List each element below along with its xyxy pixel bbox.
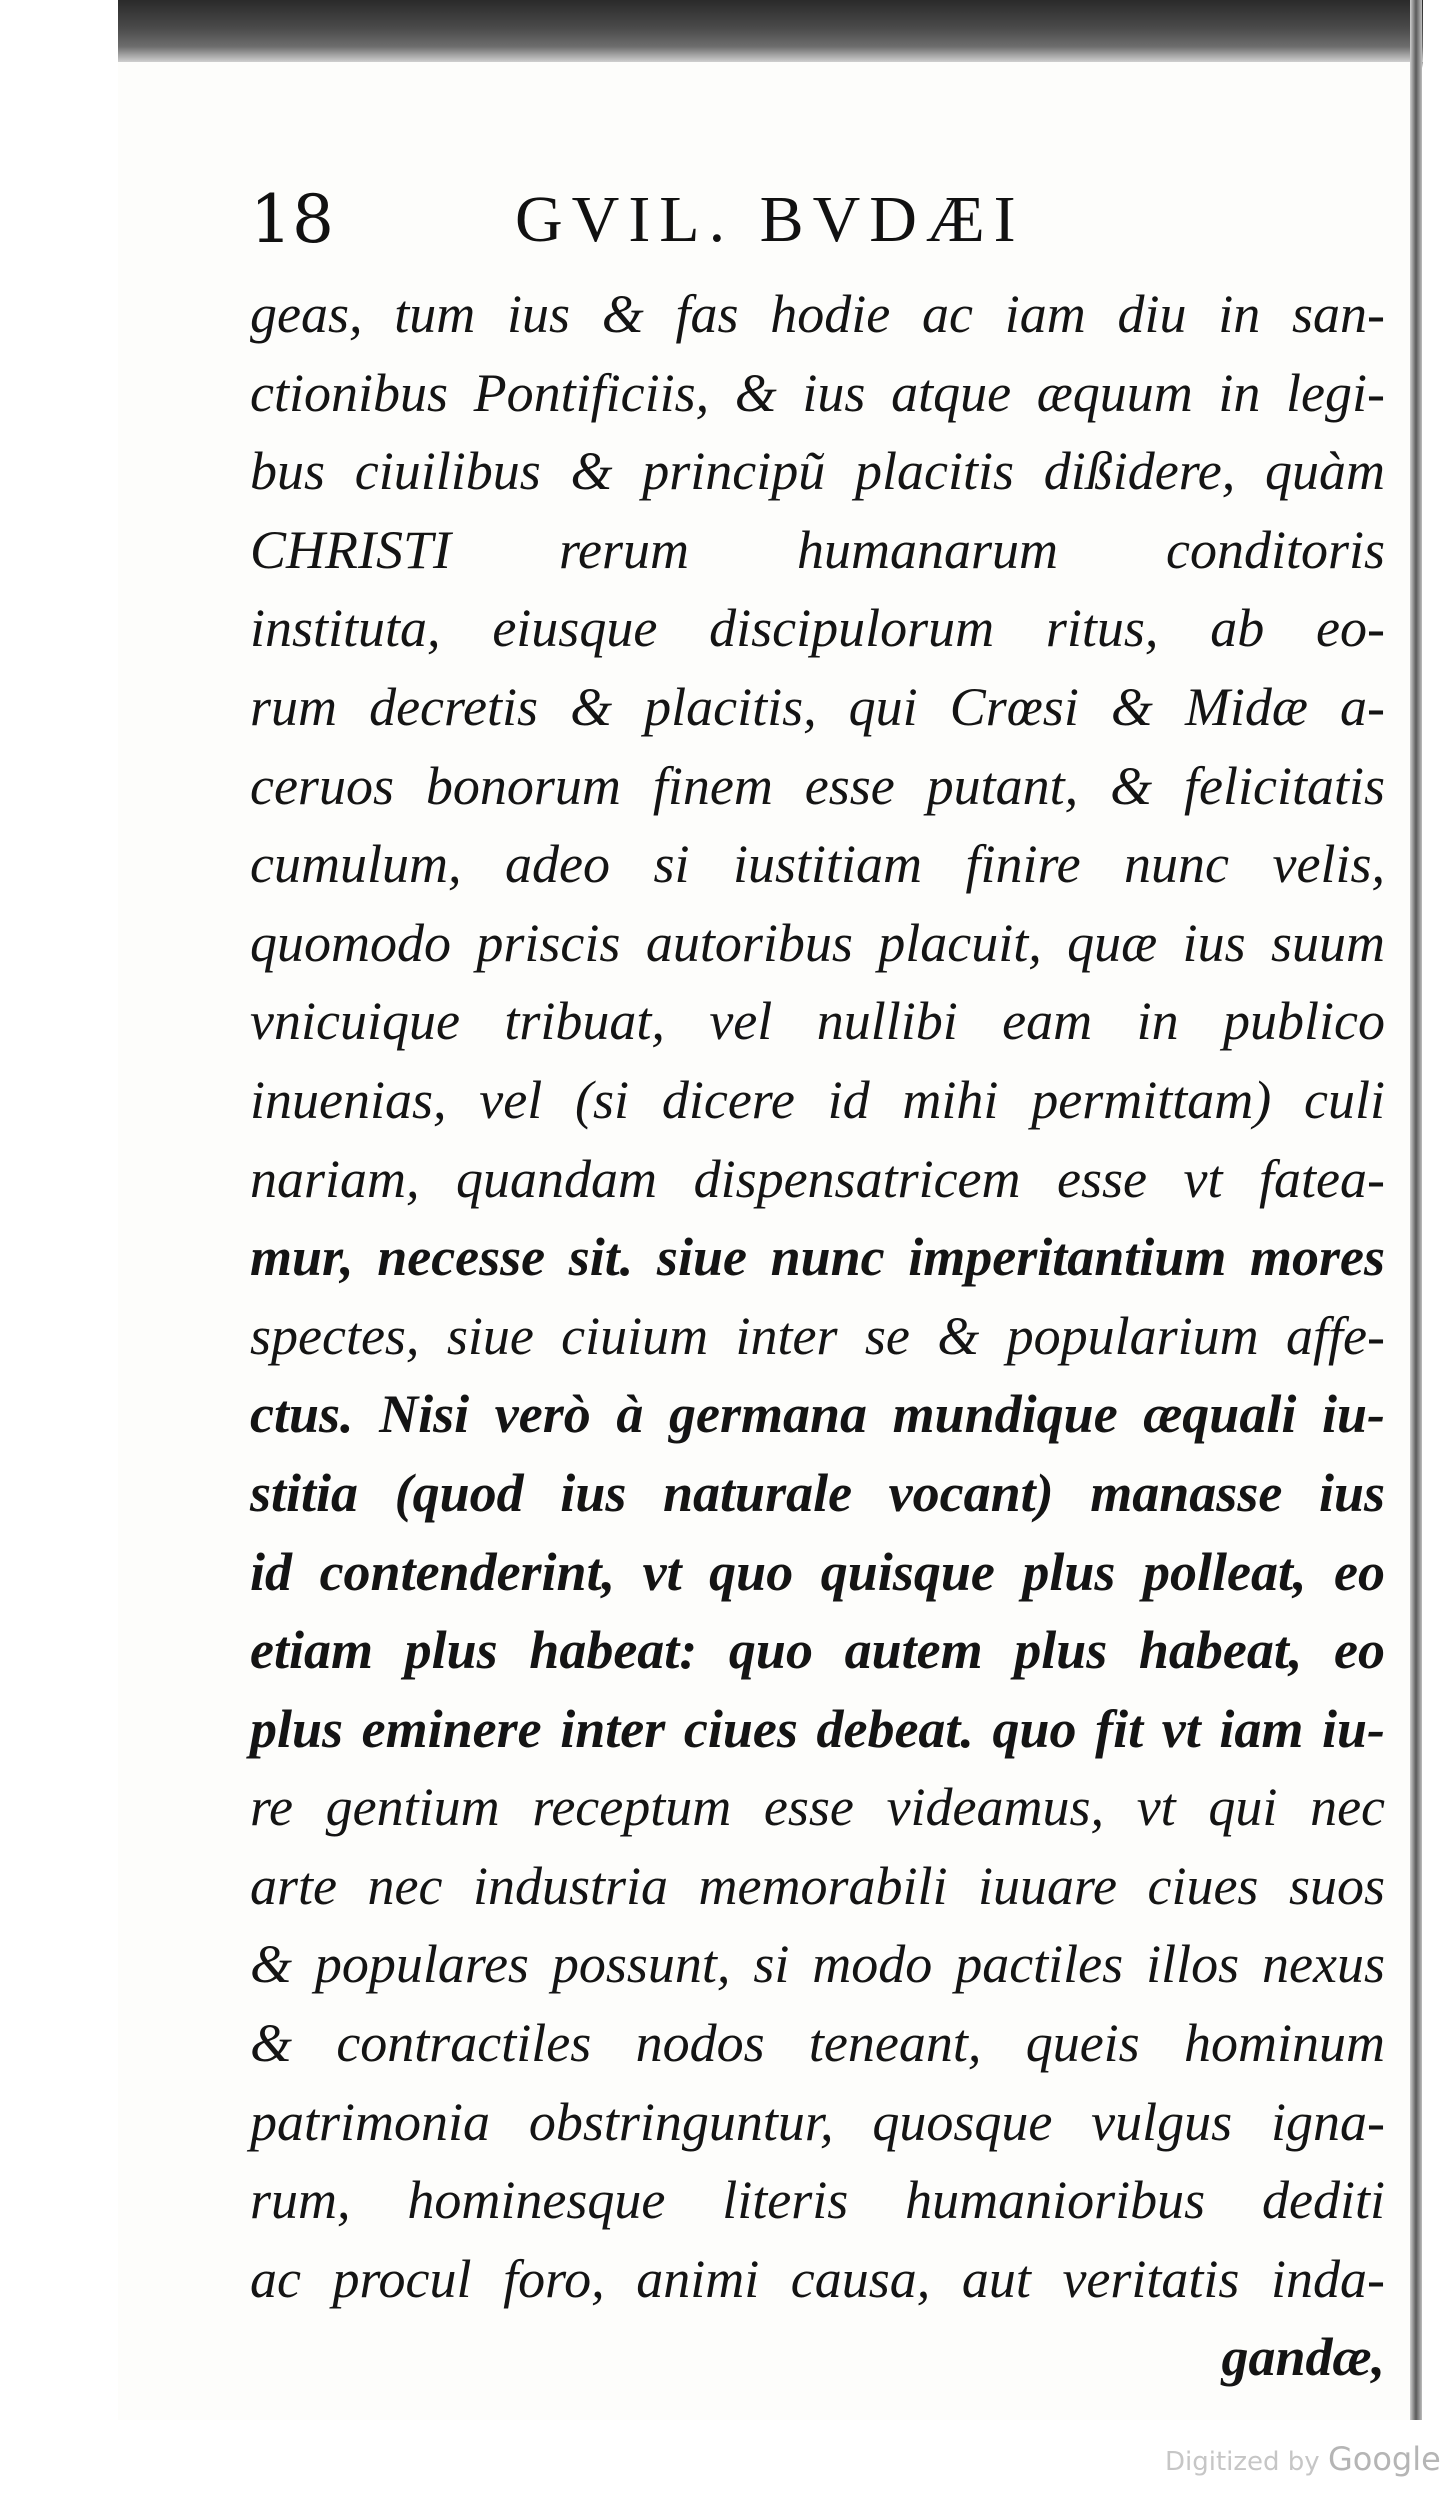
body-text [250,275,1385,2397]
text-line: bus ciuilibus & principũ placitis dißidere, quàm [250,441,1385,502]
text-line: arte nec industria memorabili iuuare ciues suos [250,1855,1385,1916]
text-line: quomodo priscis autoribus placuit, quæ ius suum [250,912,1385,973]
text-line: rum, hominesque literis humanioribus dediti [250,2170,1385,2231]
text-line: ac procul foro, animi causa, aut veritatis inda- [250,2248,1385,2309]
text-line: etiam plus habeat: quo autem plus habeat, eo [250,1620,1385,1681]
text-line: patrimonia obstringuntur, quosque vulgus igna- [250,2091,1385,2152]
text-line: re gentium receptum esse videamus, vt qui nec [250,1777,1385,1838]
text-line: ctus. Nisi verò à germana mundique æquali iu- [250,1384,1385,1445]
text-line: ceruos bonorum finem esse putant, & felicitatis [250,755,1385,816]
text-line: CHRISTI rerum humanarum conditoris [250,519,1385,580]
page-header [250,175,1150,265]
text-line: rum decretis & placitis, qui Crœsi & Midæ a- [250,676,1385,737]
text-line: & populares possunt, si modo pactiles illos nexus [250,1934,1385,1995]
scan-border-right [1410,0,1422,2420]
digitization-watermark [1165,2440,1441,2478]
watermark-prefix: Digitized by [1165,2447,1320,2477]
text-line: instituta, eiusque discipulorum ritus, ab eo- [250,598,1385,659]
text-line: mur, necesse sit. siue nunc imperitantium mores [250,1227,1385,1288]
text-line: & contractiles nodos teneant, queis hominum [250,2013,1385,2074]
text-line: cumulum, adeo si iustitiam finire nunc velis, [250,834,1385,895]
page-number: 18 [250,181,334,258]
text-line: nariam, quandam dispensatricem esse vt fatea- [250,1148,1385,1209]
text-line: geas, tum ius & fas hodie ac iam diu in san- [250,284,1385,344]
text-line: ctionibus Pontificiis, & ius atque æquum in legi- [250,362,1385,423]
catchword: gandæ, [1221,2327,1385,2388]
text-line: plus eminere inter ciues debeat. quo fit vt iam iu- [250,1698,1385,1759]
text-line: spectes, siue ciuium inter se & popularium affe- [250,1305,1385,1366]
text-line: inuenias, vel (si dicere id mihi permittam) culi [250,1069,1385,1130]
text-line: stitia (quod ius naturale vocant) manasse ius [250,1462,1385,1523]
scan-border-top [118,0,1423,62]
text-line: vnicuique tribuat, vel nullibi eam in publico [250,991,1385,1052]
text-line: id contenderint, vt quo quisque plus polleat, eo [250,1541,1385,1602]
running-head: GVIL. BVDÆI [515,183,1025,256]
watermark-brand: Google [1327,2440,1441,2478]
